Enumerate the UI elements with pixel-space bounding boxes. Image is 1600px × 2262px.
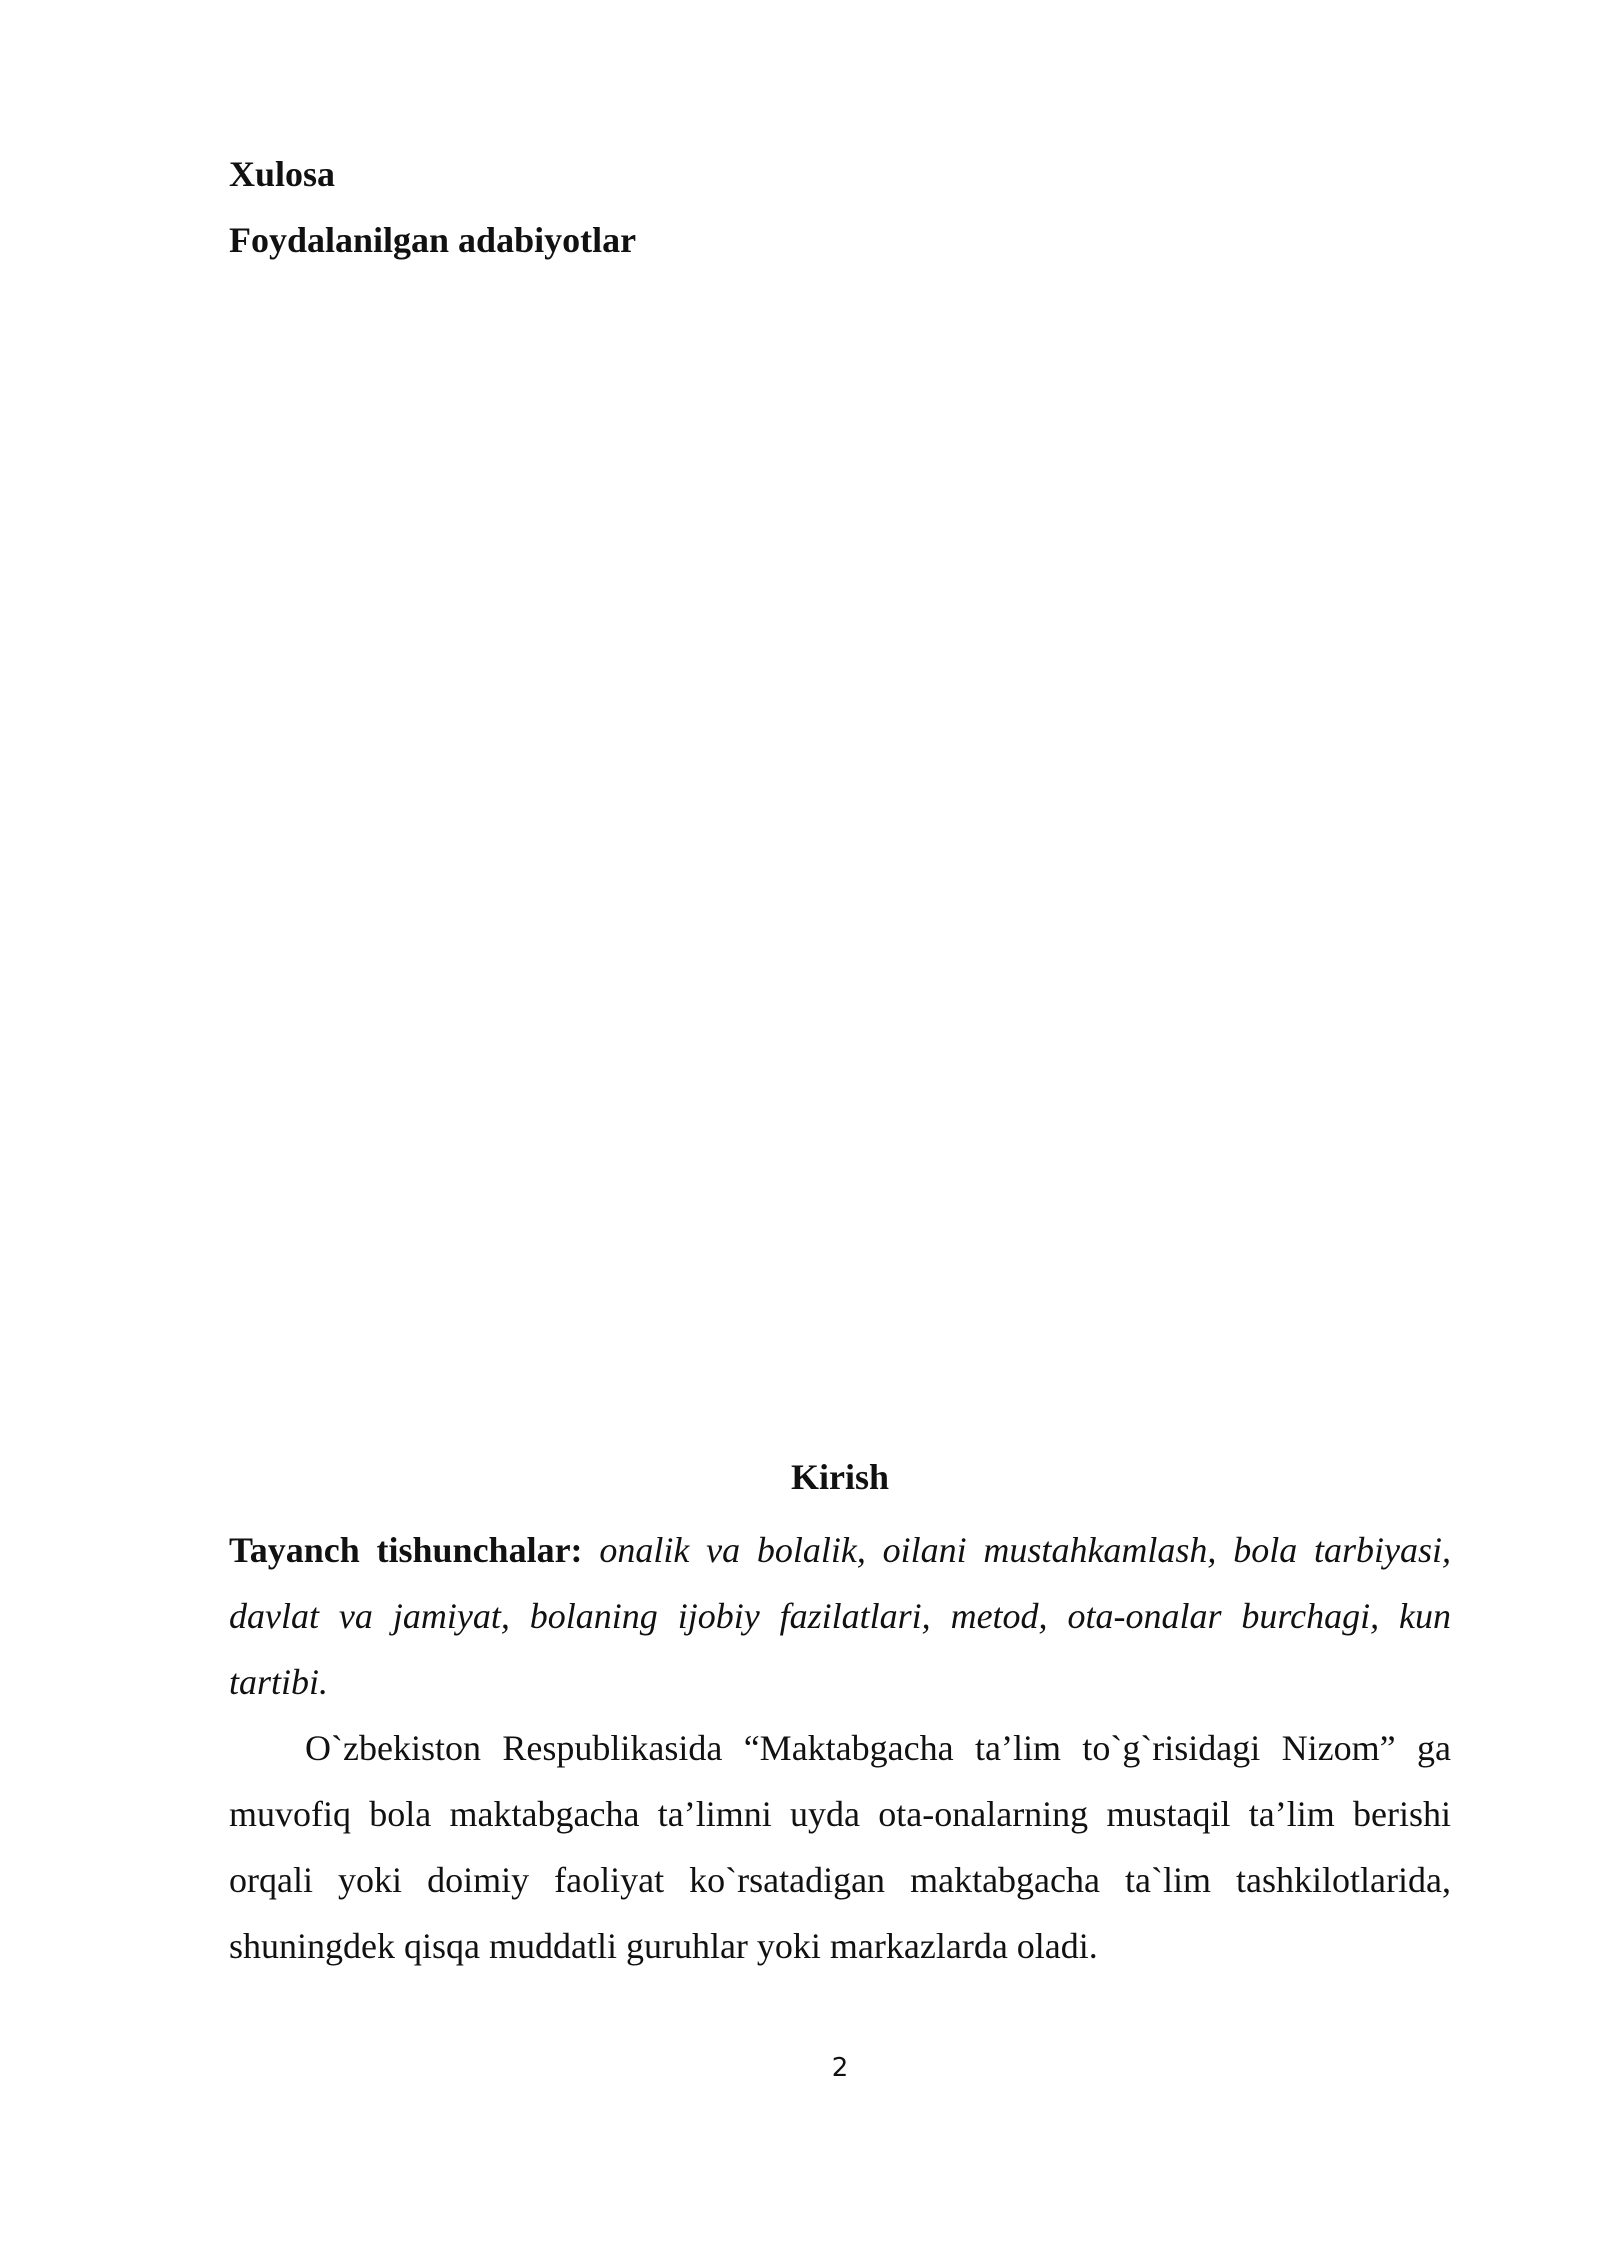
toc-item-xulosa: Xulosa [229, 154, 336, 194]
keywords-list: onalik va bolalik, oilani mustahkamlash, bola tarbiyasi, davlat va jamiyat, bolaning ijobiy fazilatlari, metod, ota-onalar burchagi, kun tartibi. [229, 1530, 1451, 1702]
keywords-label: Tayanch tishunchalar: [229, 1530, 583, 1570]
page-number: 2 [831, 2053, 849, 2083]
section-title: Kirish [790, 1457, 889, 1497]
toc-item-foydalanilgan-adabiyotlar: Foydalanilgan adabiyotlar [229, 220, 637, 260]
body-paragraph: O`zbekiston Respublikasida “Maktabgacha ta’lim to`g`risidagi Nizom” ga muvofiq bola maktabgacha ta’limni uyda ota-onalarning mustaqil ta’lim berishi orqali yoki doimiy faoliyat ko`rsatadigan maktabgacha ta`lim tashkilotlarida, shuningdek qisqa muddatli guruhlar yoki markazlarda oladi. [229, 1728, 1451, 1966]
keywords-paragraph [229, 1517, 1451, 1715]
